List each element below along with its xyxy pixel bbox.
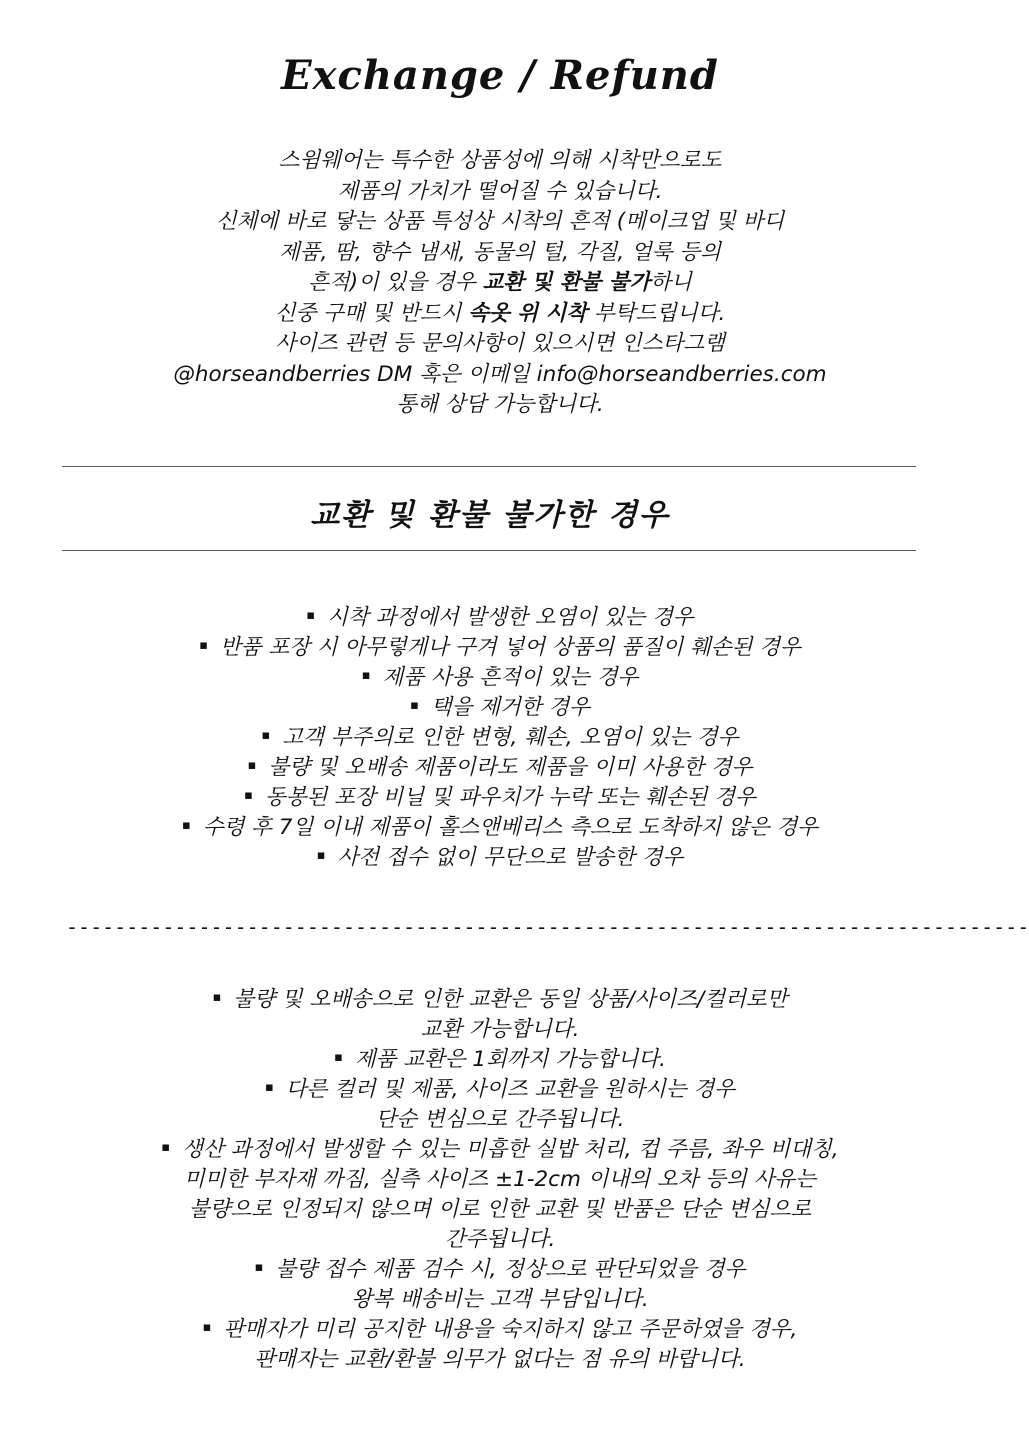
try-on-emphasis: 속옷 위 시착 — [468, 300, 588, 326]
non-refundable-list — [40, 603, 960, 873]
page-title: Exchange / Refund — [281, 52, 719, 99]
policy-text: 불량 접수 제품 검수 시, 정상으로 판단되었을 경우 — [275, 1257, 746, 1282]
policy-text: 판매자가 미리 공지한 내용을 숙지하지 않고 주문하였을 경우, — [223, 1317, 798, 1342]
intro-line: 제품, 땀, 향수 냄새, 동물의 털, 각질, 얼룩 등의 — [279, 239, 721, 265]
policy-line — [40, 1135, 960, 1165]
list-item-text: 수령 후 7일 이내 제품이 홀스앤베리스 측으로 도착하지 않은 경우 — [202, 815, 818, 840]
list-item — [40, 663, 960, 693]
contact-line: @horseandberries DM 혹은 이메일 info@horseandberries.com — [173, 361, 827, 387]
policy-item — [40, 1045, 960, 1075]
list-item-text: 불량 및 오배송 제품이라도 제품을 이미 사용한 경우 — [268, 755, 753, 780]
list-item-text: 시착 과정에서 발생한 오염이 있는 경우 — [327, 605, 694, 630]
list-item — [40, 603, 960, 633]
intro-text: 부탁드립니다. — [587, 300, 726, 326]
policy-line: 왕복 배송비는 고객 부담입니다. — [351, 1287, 649, 1312]
intro-line — [60, 268, 940, 299]
bullet-icon: ▪ — [247, 758, 257, 773]
policy-text: 제품 교환은 1회까지 가능합니다. — [354, 1047, 666, 1072]
policy-line — [40, 1075, 960, 1105]
exchange-policy-list — [40, 985, 960, 1375]
policy-line: 단순 변심으로 간주됩니다. — [375, 1107, 625, 1132]
bullet-icon: ▪ — [212, 990, 222, 1005]
bullet-icon: ▪ — [254, 1260, 264, 1275]
policy-line: 교환 가능합니다. — [420, 1017, 580, 1042]
policy-line — [40, 985, 960, 1015]
policy-text: 생산 과정에서 발생할 수 있는 미흡한 실밥 처리, 컵 주름, 좌우 비대칭, — [182, 1137, 839, 1162]
intro-notice — [60, 146, 940, 421]
intro-line: 스윔웨어는 특수한 상품성에 의해 시착만으로도 — [278, 148, 722, 173]
intro-line: 신체에 바로 닿는 상품 특성상 시착의 흔적 (메이크업 및 바디 — [215, 209, 785, 234]
bullet-icon: ▪ — [306, 608, 316, 623]
intro-text: 하니 — [650, 270, 692, 295]
policy-line — [40, 1315, 960, 1345]
policy-text: 다른 컬러 및 제품, 사이즈 교환을 원하시는 경우 — [285, 1077, 736, 1102]
bullet-icon: ▪ — [244, 788, 253, 803]
policy-text: 불량 및 오배송으로 인한 교환은 동일 상품/사이즈/컬러로만 — [233, 987, 788, 1012]
bullet-icon: ▪ — [261, 728, 271, 743]
intro-line: 사이즈 관련 등 문의사항이 있으시면 인스타그램 — [275, 331, 725, 356]
list-item-text: 사전 접수 없이 무단으로 발송한 경우 — [337, 845, 684, 870]
list-item-text: 고객 부주의로 인한 변형, 훼손, 오염이 있는 경우 — [282, 725, 739, 750]
policy-item — [40, 1315, 960, 1375]
bullet-icon: ▪ — [199, 638, 209, 653]
list-item — [40, 753, 960, 783]
policy-line: 간주됩니다. — [444, 1227, 556, 1252]
list-item — [40, 783, 960, 813]
list-item — [40, 723, 960, 753]
intro-text: 신중 구매 및 반드시 — [274, 300, 469, 326]
intro-line: 통해 상담 가능합니다. — [396, 392, 604, 417]
intro-text: 흔적)이 있을 경우 — [308, 270, 483, 295]
intro-line — [60, 299, 940, 330]
bullet-icon: ▪ — [334, 1050, 343, 1065]
list-item — [40, 633, 960, 663]
dashed-divider: -------------------------------------------------------------------------------- — [66, 915, 1029, 939]
bullet-icon: ▪ — [202, 1320, 212, 1335]
bullet-icon: ▪ — [410, 698, 419, 713]
bullet-icon: ▪ — [361, 668, 371, 683]
policy-line: 미미한 부자재 까짐, 실측 사이즈 ±1-2cm 이내의 오차 등의 사유는 — [184, 1167, 816, 1192]
list-item — [40, 813, 960, 843]
policy-line: 판매자는 교환/환불 의무가 없다는 점 유의 바랍니다. — [254, 1347, 746, 1372]
policy-line — [40, 1255, 960, 1285]
list-item-text: 제품 사용 흔적이 있는 경우 — [382, 665, 639, 690]
policy-line — [40, 1045, 960, 1075]
policy-item — [40, 985, 960, 1045]
section-divider-bottom — [62, 550, 916, 551]
bullet-icon: ▪ — [264, 1080, 274, 1095]
list-item-text: 동봉된 포장 비닐 및 파우치가 누락 또는 훼손된 경우 — [264, 785, 756, 810]
list-item — [40, 693, 960, 723]
list-item — [40, 843, 960, 873]
list-item-text: 반품 포장 시 아무렇게나 구겨 넣어 상품의 품질이 훼손된 경우 — [220, 635, 801, 660]
bullet-icon: ▪ — [316, 848, 326, 863]
bullet-icon: ▪ — [161, 1140, 171, 1155]
section-heading: 교환 및 환불 불가한 경우 — [310, 498, 670, 533]
policy-item — [40, 1075, 960, 1135]
intro-line: 제품의 가치가 떨어질 수 있습니다. — [337, 178, 663, 204]
bullet-icon: ▪ — [182, 818, 191, 833]
no-refund-emphasis: 교환 및 환불 불가 — [482, 270, 651, 295]
policy-line: 불량으로 인정되지 않으며 이로 인한 교환 및 반품은 단순 변심으로 — [188, 1197, 812, 1222]
list-item-text: 택을 제거한 경우 — [430, 695, 590, 720]
section-divider-top — [62, 466, 916, 467]
policy-item — [40, 1255, 960, 1315]
policy-item — [40, 1135, 960, 1255]
